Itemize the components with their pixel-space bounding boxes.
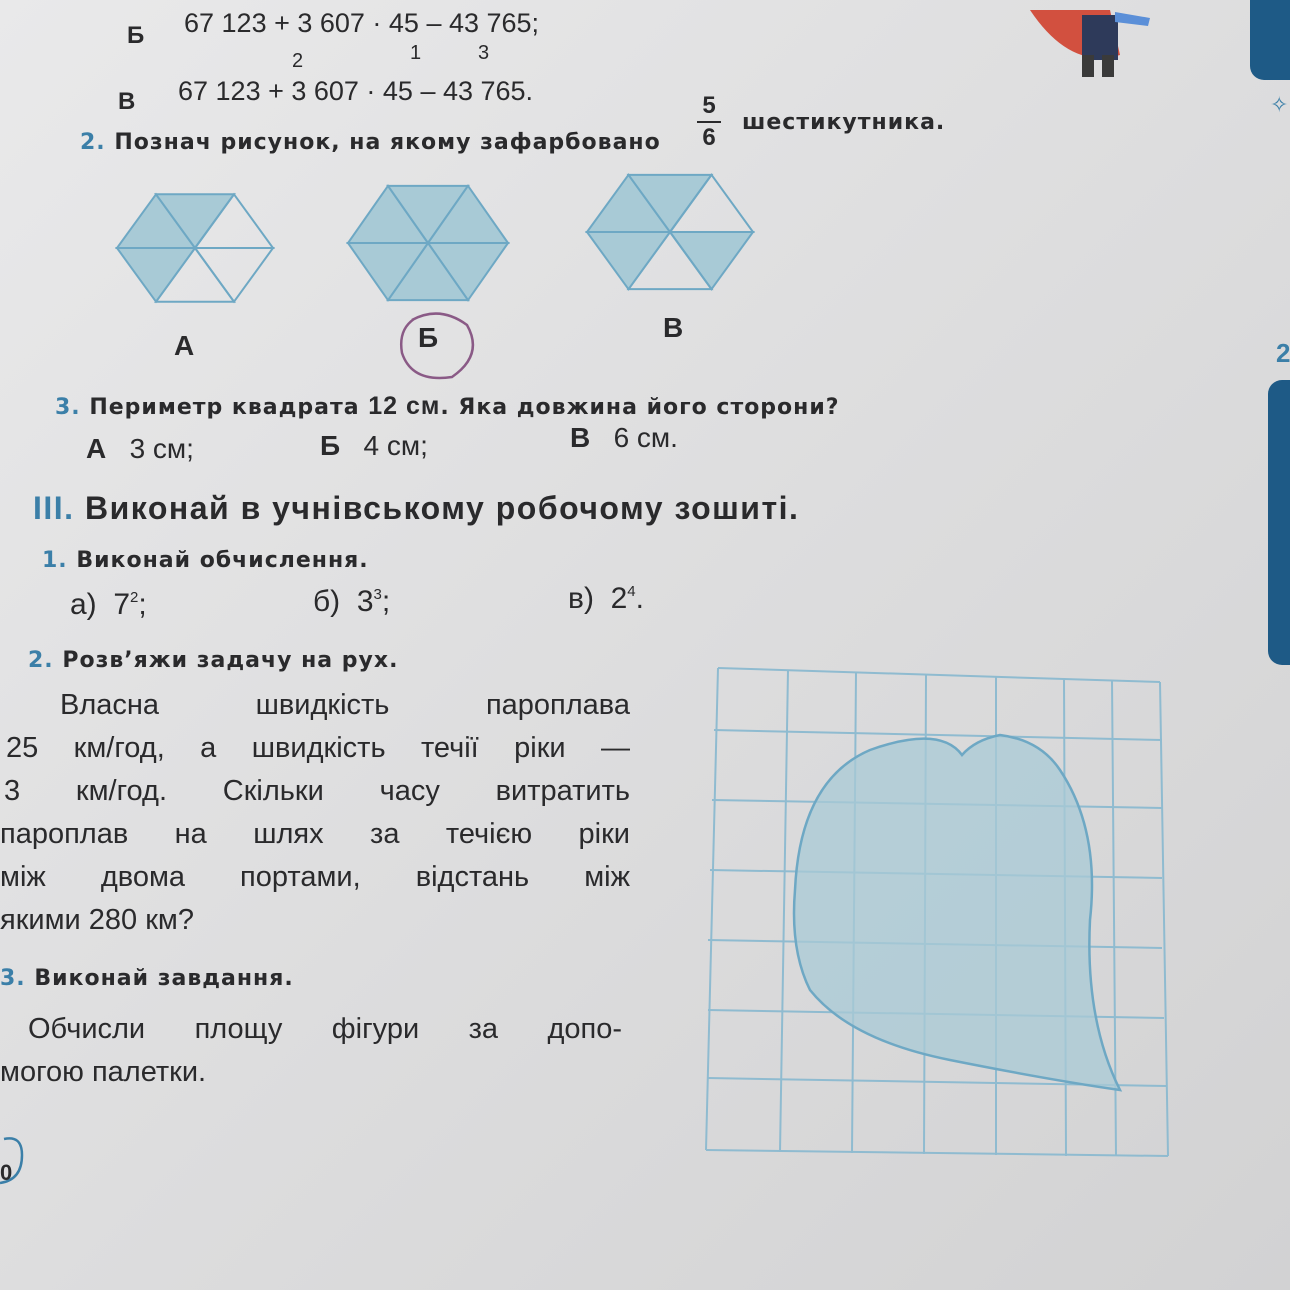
- section-numeral: III.: [33, 490, 75, 526]
- task-number: 2.: [80, 130, 106, 155]
- text-line: 3 км/год. Скільки часу витратить: [4, 775, 630, 807]
- task3-value: 12 см: [368, 392, 441, 420]
- order-mark: 1: [410, 42, 422, 64]
- task2-text-after: шестикутника.: [742, 110, 946, 135]
- task-number: 1.: [42, 548, 68, 573]
- answer-text: 3 см;: [129, 433, 194, 464]
- power-base: 3: [356, 585, 374, 618]
- item-label: а): [70, 588, 97, 621]
- power-base: 2: [610, 582, 628, 615]
- item-end: ;: [381, 585, 391, 618]
- answer-text: 6 см.: [613, 422, 678, 453]
- figure-label: Б: [418, 322, 439, 353]
- power-item: [70, 588, 147, 622]
- task-number: 3.: [0, 966, 26, 991]
- ex2-heading: [28, 648, 398, 673]
- ex1-title: Виконай обчислення.: [76, 548, 369, 573]
- power-item: [313, 585, 390, 619]
- ex3-title: Виконай завдання.: [34, 966, 294, 991]
- item-end: .: [635, 582, 644, 615]
- figure-label: А: [174, 330, 195, 361]
- order-mark: 3: [478, 42, 490, 64]
- answer-text: 4 см;: [363, 430, 428, 461]
- answer-circle: [392, 305, 484, 385]
- text-line: 25 км/год, а швидкість течії ріки —: [6, 732, 630, 764]
- text-line: могою палетки.: [0, 1056, 207, 1088]
- answer-option: [570, 422, 678, 454]
- star-icon: ✧: [1270, 92, 1289, 117]
- task3-question: . Яка довжина його сторони?: [440, 395, 840, 420]
- answer-option: [320, 430, 428, 462]
- power-exponent: 4: [627, 583, 636, 600]
- item-label: в): [568, 582, 594, 615]
- section-title: Виконай в учнівському робочому зошиті.: [84, 490, 800, 526]
- page-number: 0: [0, 1160, 13, 1185]
- fraction-denominator: 6: [702, 124, 716, 151]
- text-line: між двома портами, відстань між: [0, 861, 630, 893]
- power-item: [568, 582, 644, 616]
- option-expression: 67 123 + 3 607 · 45 – 43 765.: [178, 76, 534, 106]
- hexagon-triangle: [195, 248, 273, 302]
- hexagon-triangle: [670, 232, 753, 289]
- ex3-text: [0, 1008, 622, 1094]
- text-line: пароплав на шлях за течією ріки: [0, 818, 630, 850]
- power-exponent: 3: [373, 586, 382, 603]
- ex2-problem-text: [0, 684, 630, 942]
- text-line: якими 280 км?: [0, 904, 194, 936]
- answer-letter: А: [86, 433, 107, 464]
- ex2-title: Розв’яжи задачу на рух.: [62, 648, 399, 673]
- ex3-heading: [0, 966, 294, 991]
- task3-prompt: [55, 392, 840, 421]
- order-mark: 2: [292, 50, 304, 72]
- text-line: Обчисли площу фігури за допо-: [28, 1013, 622, 1045]
- figure-label: В: [663, 312, 684, 343]
- section-heading: [33, 490, 799, 527]
- text-line: Власна швидкість пароплава: [60, 689, 630, 721]
- answer-option: [86, 433, 194, 465]
- item-label: б): [313, 585, 341, 618]
- fraction-numerator: 5: [702, 92, 716, 119]
- item-end: ;: [138, 588, 147, 621]
- answer-letter: В: [570, 422, 591, 453]
- task3-text: Периметр квадрата: [89, 395, 360, 420]
- hexagon-triangle: [117, 248, 195, 302]
- power-base: 7: [113, 588, 131, 621]
- task-number: 2.: [28, 648, 54, 673]
- option-letter: Б: [127, 22, 145, 49]
- margin-number: 2: [1276, 338, 1290, 368]
- answer-letter: Б: [320, 430, 341, 461]
- ex1-heading: [42, 548, 369, 573]
- grid-palette: [700, 660, 1180, 1180]
- hexagon-triangle: [587, 232, 670, 289]
- task-number: 3.: [55, 395, 81, 420]
- option-letter: В: [118, 88, 136, 115]
- irregular-figure: [794, 735, 1120, 1090]
- power-exponent: 2: [130, 589, 139, 606]
- option-expression: 67 123 + 3 607 · 45 – 43 765;: [184, 8, 540, 38]
- task2-text: Познач рисунок, на якому зафарбовано: [114, 130, 661, 155]
